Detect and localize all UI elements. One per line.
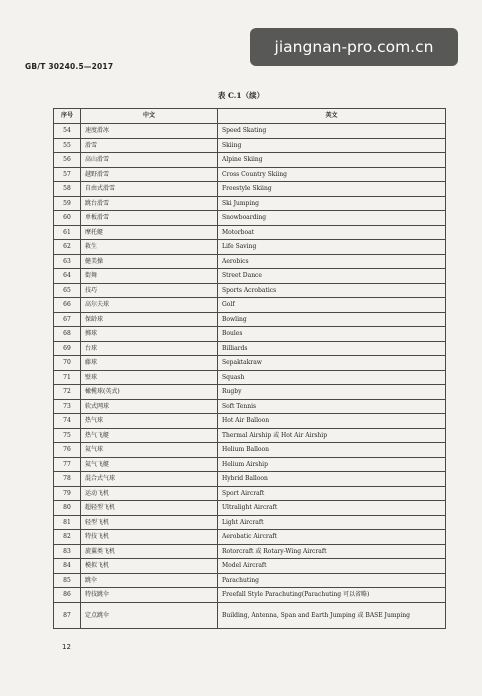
cell-english: Aerobatic Aircraft [218, 530, 446, 545]
cell-chinese: 橄榄球(英式) [81, 385, 218, 400]
cell-english: Parachuting [218, 573, 446, 588]
cell-english: Cross Country Skiing [218, 167, 446, 182]
cell-english: Building, Antenna, Span and Earth Jumping 或 BASE Jumping [218, 602, 446, 628]
cell-number: 80 [54, 501, 81, 516]
cell-english: Sports Acrobatics [218, 283, 446, 298]
cell-chinese: 救生 [81, 240, 218, 255]
table-row [54, 428, 446, 443]
cell-chinese: 氦气球 [81, 443, 218, 458]
table-row [54, 298, 446, 313]
column-header-number: 序号 [54, 109, 81, 124]
cell-english: Snowboarding [218, 211, 446, 226]
cell-number: 63 [54, 254, 81, 269]
table-row [54, 443, 446, 458]
cell-number: 64 [54, 269, 81, 284]
cell-number: 74 [54, 414, 81, 429]
cell-number: 85 [54, 573, 81, 588]
table-row [54, 385, 446, 400]
cell-number: 58 [54, 182, 81, 197]
cell-number: 68 [54, 327, 81, 342]
cell-number: 60 [54, 211, 81, 226]
cell-english: Sport Aircraft [218, 486, 446, 501]
cell-chinese: 热气球 [81, 414, 218, 429]
cell-chinese: 定点跳伞 [81, 602, 218, 628]
cell-number: 73 [54, 399, 81, 414]
cell-chinese: 高山滑雪 [81, 153, 218, 168]
table-row [54, 211, 446, 226]
table-row [54, 414, 446, 429]
table-row [54, 138, 446, 153]
cell-chinese: 跳伞 [81, 573, 218, 588]
terms-table [53, 108, 446, 629]
table-row [54, 486, 446, 501]
cell-english: Bowling [218, 312, 446, 327]
table-body [54, 124, 446, 629]
cell-english: Life Saving [218, 240, 446, 255]
cell-number: 57 [54, 167, 81, 182]
cell-chinese: 台球 [81, 341, 218, 356]
cell-chinese: 跳台滑雪 [81, 196, 218, 211]
table-row [54, 399, 446, 414]
table-row [54, 559, 446, 574]
cell-chinese: 滑雪 [81, 138, 218, 153]
standard-code: GB/T 30240.5—2017 [25, 62, 114, 71]
cell-english: Ski Jumping [218, 196, 446, 211]
table-row [54, 544, 446, 559]
cell-chinese: 掷球 [81, 327, 218, 342]
table-row [54, 167, 446, 182]
table-row [54, 312, 446, 327]
cell-chinese: 藤球 [81, 356, 218, 371]
cell-number: 55 [54, 138, 81, 153]
column-header-chinese: 中文 [81, 109, 218, 124]
cell-chinese: 越野滑雪 [81, 167, 218, 182]
cell-chinese: 健美操 [81, 254, 218, 269]
cell-chinese: 摩托艇 [81, 225, 218, 240]
cell-english: Billiards [218, 341, 446, 356]
cell-chinese: 保龄球 [81, 312, 218, 327]
cell-number: 70 [54, 356, 81, 371]
cell-english: Model Aircraft [218, 559, 446, 574]
cell-english: Sepaktakraw [218, 356, 446, 371]
table-row [54, 240, 446, 255]
table-row [54, 327, 446, 342]
cell-chinese: 街舞 [81, 269, 218, 284]
cell-number: 71 [54, 370, 81, 385]
cell-english: Helium Airship [218, 457, 446, 472]
table-row [54, 124, 446, 139]
cell-number: 61 [54, 225, 81, 240]
cell-english: Ultralight Aircraft [218, 501, 446, 516]
table-row [54, 501, 446, 516]
cell-english: Skiing [218, 138, 446, 153]
cell-number: 69 [54, 341, 81, 356]
page-number: 12 [62, 643, 71, 651]
cell-number: 56 [54, 153, 81, 168]
cell-chinese: 运动飞机 [81, 486, 218, 501]
cell-chinese: 氦气飞艇 [81, 457, 218, 472]
cell-number: 75 [54, 428, 81, 443]
cell-number: 65 [54, 283, 81, 298]
cell-number: 72 [54, 385, 81, 400]
cell-chinese: 特技跳伞 [81, 588, 218, 603]
cell-english: Freestyle Skiing [218, 182, 446, 197]
cell-english: Rugby [218, 385, 446, 400]
table-row [54, 182, 446, 197]
table-row [54, 457, 446, 472]
table-row [54, 196, 446, 211]
cell-english: Hot Air Balloon [218, 414, 446, 429]
table-row [54, 370, 446, 385]
table-row [54, 153, 446, 168]
table-row [54, 530, 446, 545]
cell-english: Thermal Airship 或 Hot Air Airship [218, 428, 446, 443]
cell-number: 76 [54, 443, 81, 458]
cell-number: 59 [54, 196, 81, 211]
cell-number: 62 [54, 240, 81, 255]
cell-english: Speed Skating [218, 124, 446, 139]
table-row [54, 472, 446, 487]
table-header-row [54, 109, 446, 124]
table-row [54, 515, 446, 530]
cell-english: Motorboat [218, 225, 446, 240]
table-title: 表 C.1（续） [217, 91, 265, 100]
column-header-english: 英文 [218, 109, 446, 124]
table-row [54, 283, 446, 298]
cell-chinese: 自由式滑雪 [81, 182, 218, 197]
cell-chinese: 单板滑雪 [81, 211, 218, 226]
cell-chinese: 轻型飞机 [81, 515, 218, 530]
cell-english: Helium Balloon [218, 443, 446, 458]
cell-number: 87 [54, 602, 81, 628]
cell-chinese: 高尔夫球 [81, 298, 218, 313]
cell-number: 86 [54, 588, 81, 603]
table-row [54, 573, 446, 588]
cell-english: Street Dance [218, 269, 446, 284]
table-row [54, 588, 446, 603]
cell-number: 78 [54, 472, 81, 487]
cell-number: 82 [54, 530, 81, 545]
cell-number: 79 [54, 486, 81, 501]
table-row [54, 602, 446, 628]
cell-chinese: 超轻型飞机 [81, 501, 218, 516]
cell-english: Golf [218, 298, 446, 313]
cell-number: 81 [54, 515, 81, 530]
cell-chinese: 模拟飞机 [81, 559, 218, 574]
cell-chinese: 旋翼类飞机 [81, 544, 218, 559]
cell-number: 77 [54, 457, 81, 472]
cell-number: 66 [54, 298, 81, 313]
cell-chinese: 速度滑冰 [81, 124, 218, 139]
cell-chinese: 热气飞艇 [81, 428, 218, 443]
cell-chinese: 技巧 [81, 283, 218, 298]
cell-chinese: 混合式气球 [81, 472, 218, 487]
cell-number: 67 [54, 312, 81, 327]
cell-chinese: 软式网球 [81, 399, 218, 414]
cell-english: Soft Tennis [218, 399, 446, 414]
cell-number: 84 [54, 559, 81, 574]
table-row [54, 269, 446, 284]
cell-english: Squash [218, 370, 446, 385]
cell-english: Alpine Skiing [218, 153, 446, 168]
cell-english: Boules [218, 327, 446, 342]
cell-chinese: 壁球 [81, 370, 218, 385]
cell-english: Aerobics [218, 254, 446, 269]
cell-number: 83 [54, 544, 81, 559]
table-row [54, 254, 446, 269]
table-row [54, 341, 446, 356]
cell-chinese: 特技飞机 [81, 530, 218, 545]
table-row [54, 356, 446, 371]
watermark: jiangnan-pro.com.cn [250, 28, 458, 66]
cell-english: Rotorcraft 或 Rotary-Wing Aircraft [218, 544, 446, 559]
table-row [54, 225, 446, 240]
cell-number: 54 [54, 124, 81, 139]
cell-english: Hybrid Balloon [218, 472, 446, 487]
cell-english: Freefall Style Parachuting(Parachuting 可以省略) [218, 588, 446, 603]
cell-english: Light Aircraft [218, 515, 446, 530]
